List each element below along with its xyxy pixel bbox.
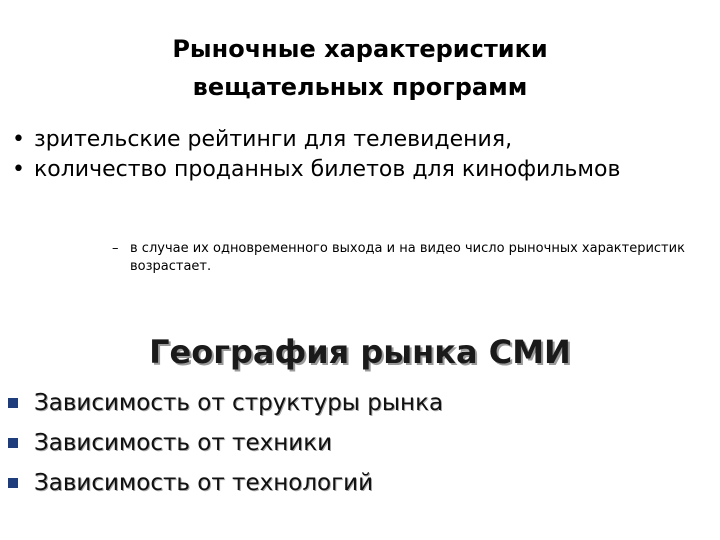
- list-item: [8, 463, 708, 503]
- list-item: [10, 125, 710, 155]
- section-heading: География рынка СМИ: [149, 333, 571, 371]
- title-line-2: вещательных программ: [192, 73, 528, 101]
- bullet-text: количество проданных билетов для кинофильмов: [34, 157, 621, 182]
- list-item: [10, 155, 710, 185]
- list-item: [8, 423, 708, 463]
- bullet-dot-icon: •: [12, 127, 25, 152]
- bullet-dot-icon: •: [12, 157, 25, 182]
- square-bullet-icon: [8, 478, 18, 488]
- item-text: Зависимость от техники: [34, 430, 333, 456]
- bullet-text: зрительские рейтинги для телевидения,: [34, 127, 513, 152]
- bullet-list: [10, 125, 710, 185]
- sub-bullet-text: в случае их одновременного выхода и на видео число рыночных характеристик возрастает.: [130, 241, 685, 274]
- square-bullet-icon: [8, 438, 18, 448]
- square-bullet-icon: [8, 398, 18, 408]
- sub-bullet: [112, 240, 720, 276]
- sub-bullet-marker: –: [112, 241, 119, 256]
- item-text: Зависимость от структуры рынка: [34, 390, 444, 416]
- page-title: [60, 30, 660, 106]
- title-line-1: Рыночные характеристики: [172, 35, 548, 63]
- item-text: Зависимость от технологий: [34, 470, 374, 496]
- square-bullet-list: [8, 383, 708, 503]
- list-item: [8, 383, 708, 423]
